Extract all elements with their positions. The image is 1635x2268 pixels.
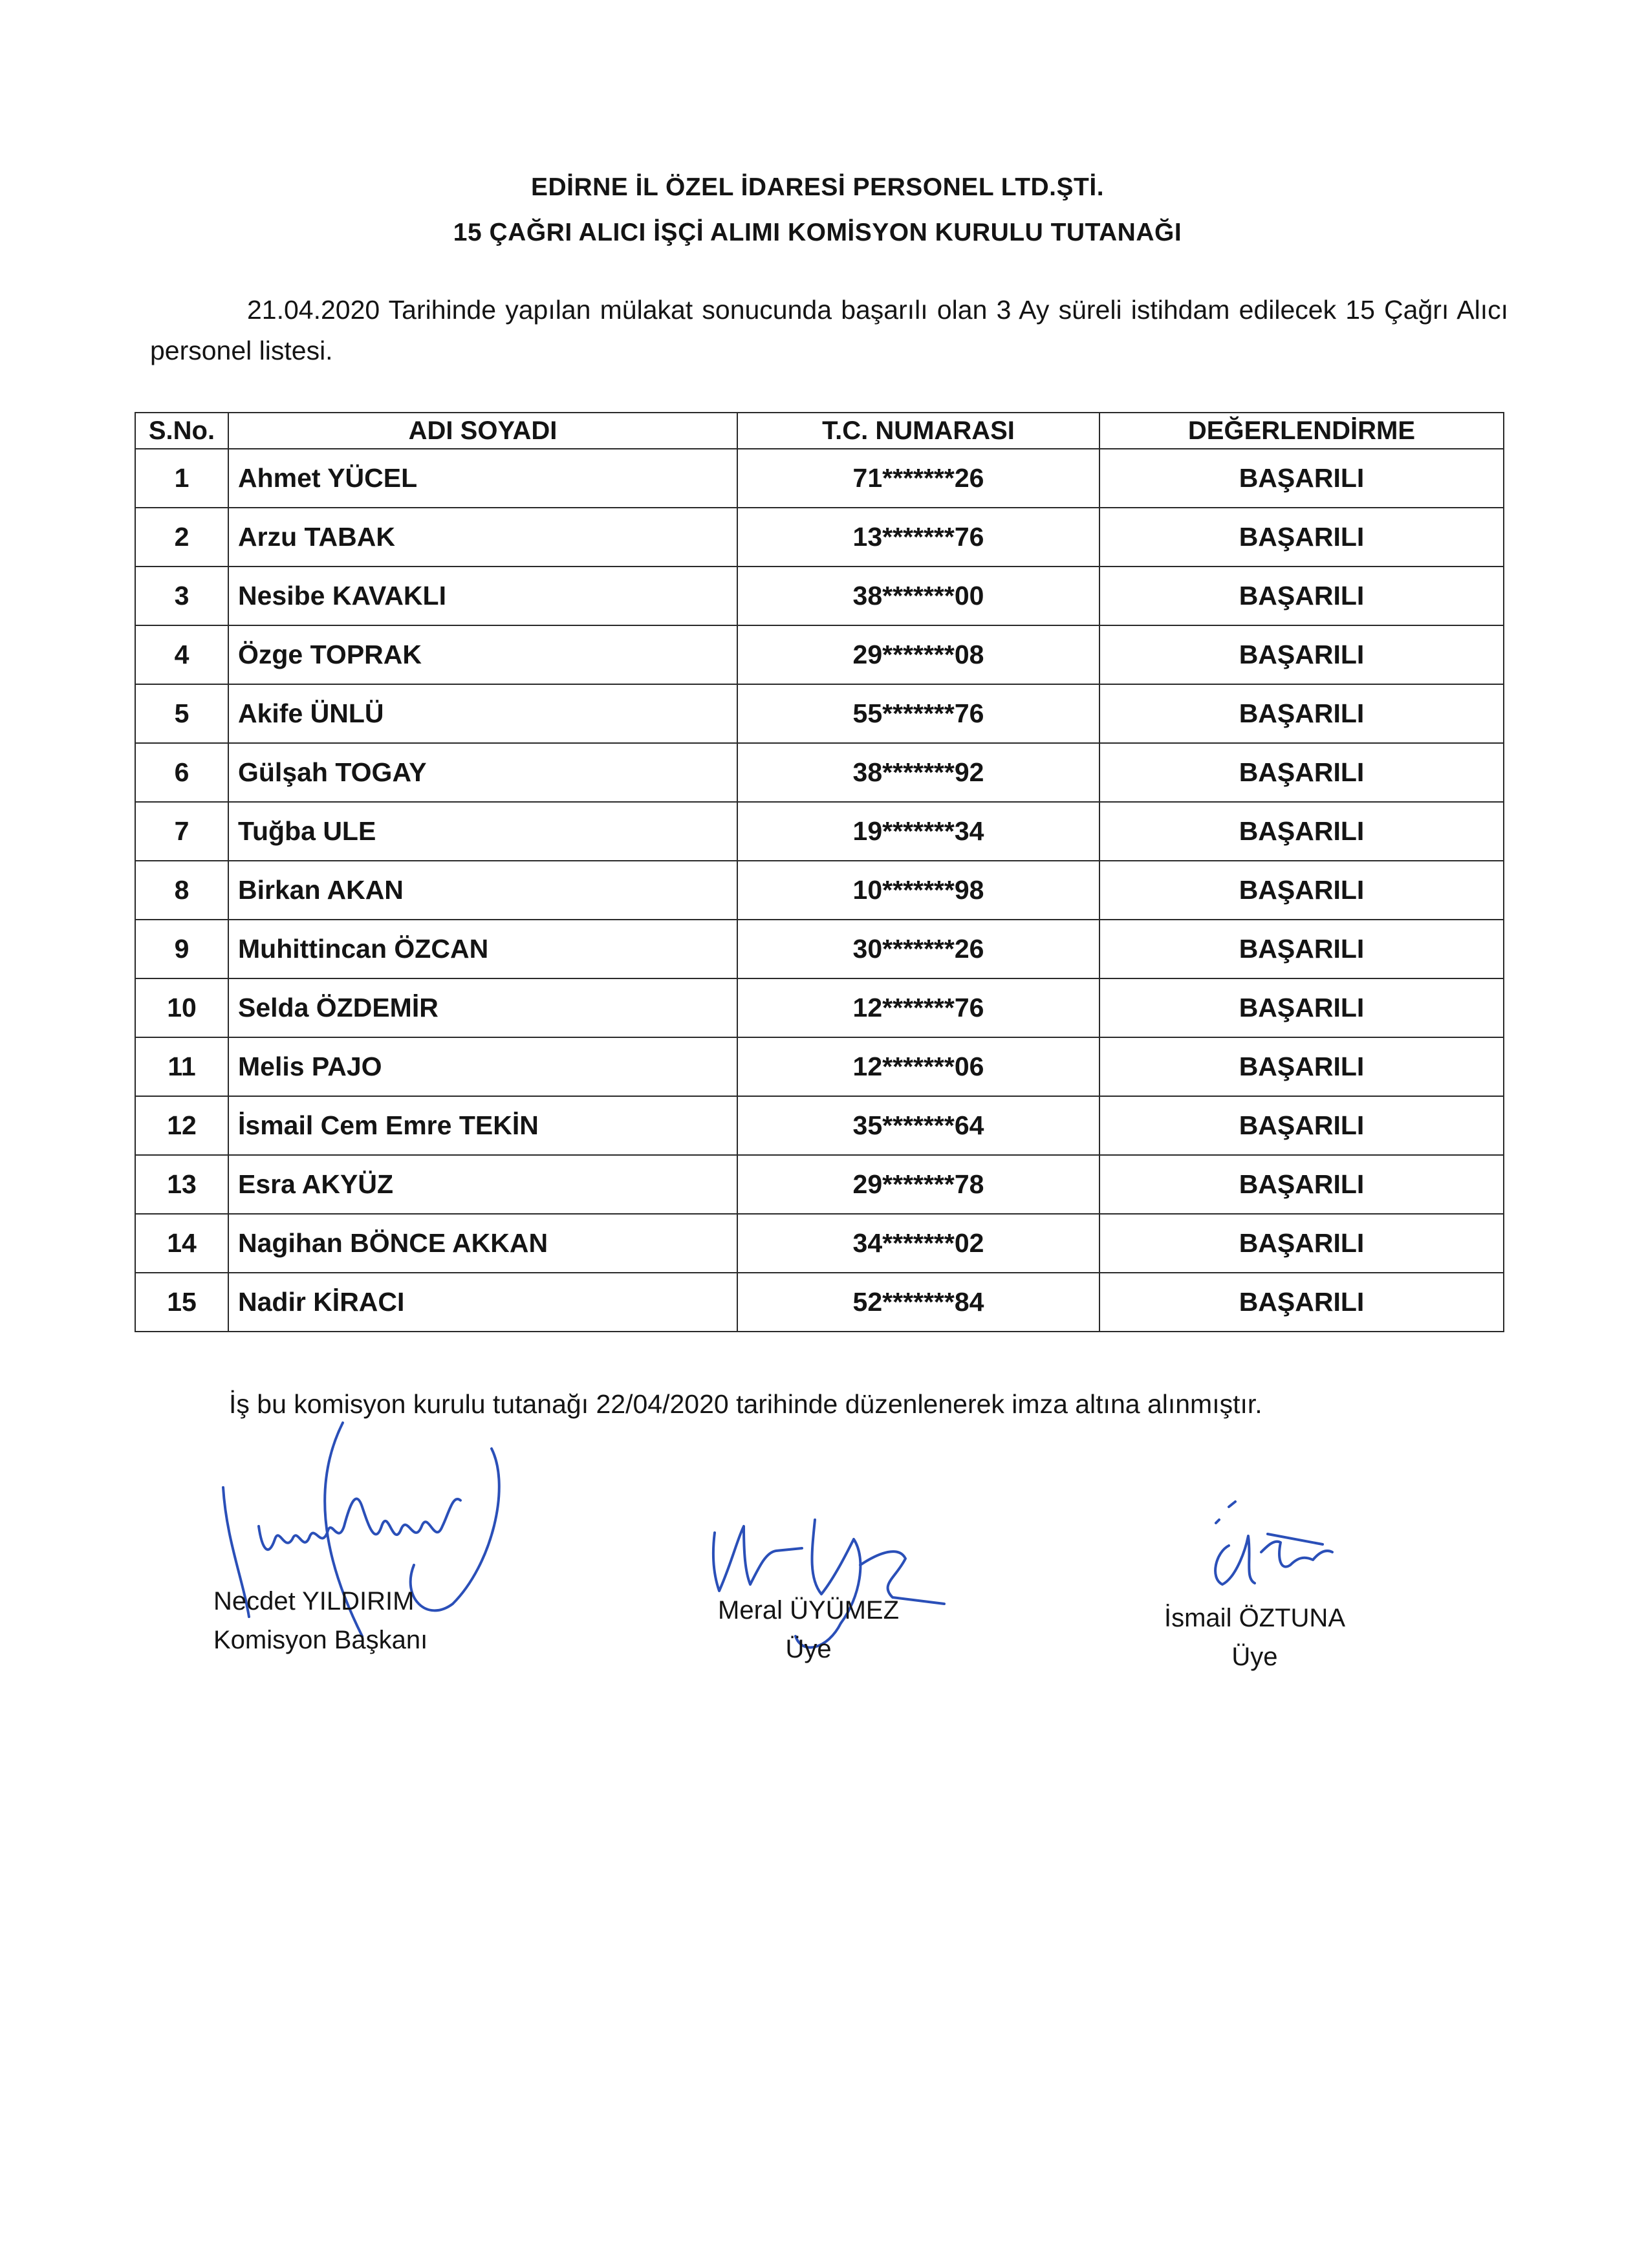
signatory-2-role: Üye <box>785 1635 832 1663</box>
row-number: 6 <box>135 743 228 802</box>
signature-ismail-oztuna <box>1215 1502 1332 1584</box>
row-number: 15 <box>135 1273 228 1332</box>
row-evaluation: BAŞARILI <box>1099 920 1504 978</box>
row-evaluation: BAŞARILI <box>1099 978 1504 1037</box>
table-row <box>135 861 1504 920</box>
row-number: 11 <box>135 1037 228 1096</box>
closing-statement: İş bu komisyon kurulu tutanağı 22/04/2020 tarihinde düzenlenerek imza altına alınmıştır. <box>229 1389 1262 1419</box>
signatory-2 <box>718 1591 899 1669</box>
personnel-table <box>135 412 1504 1332</box>
document-title-line2: 15 ÇAĞRI ALICI İŞÇİ ALIMI KOMİSYON KURULU TUTANAĞI <box>453 219 1182 246</box>
row-evaluation: BAŞARILI <box>1099 449 1504 508</box>
row-name: İsmail Cem Emre TEKİN <box>228 1096 737 1155</box>
table-row <box>135 743 1504 802</box>
row-evaluation: BAŞARILI <box>1099 861 1504 920</box>
row-tc-number: 10*******98 <box>737 861 1099 920</box>
row-name: Tuğba ULE <box>228 802 737 861</box>
row-tc-number: 30*******26 <box>737 920 1099 978</box>
row-tc-number: 38*******92 <box>737 743 1099 802</box>
document-title-line1: EDİRNE İL ÖZEL İDARESİ PERSONEL LTD.ŞTİ. <box>530 173 1105 201</box>
row-name: Nesibe KAVAKLI <box>228 567 737 625</box>
table-row <box>135 802 1504 861</box>
row-name: Nagihan BÖNCE AKKAN <box>228 1214 737 1273</box>
row-evaluation: BAŞARILI <box>1099 1273 1504 1332</box>
row-number: 12 <box>135 1096 228 1155</box>
row-number: 13 <box>135 1155 228 1214</box>
intro-text: 21.04.2020 Tarihinde yapılan mülakat sonucunda başarılı olan 3 Ay süreli istihdam edilecek 15 Çağrı Alıcı personel listesi. <box>150 295 1508 365</box>
row-name: Melis PAJO <box>228 1037 737 1096</box>
row-number: 7 <box>135 802 228 861</box>
row-name: Gülşah TOGAY <box>228 743 737 802</box>
table-row <box>135 508 1504 567</box>
table-row <box>135 1037 1504 1096</box>
row-name: Ahmet YÜCEL <box>228 449 737 508</box>
signatory-2-name: Meral ÜYÜMEZ <box>718 1596 900 1625</box>
row-tc-number: 19*******34 <box>737 802 1099 861</box>
row-evaluation: BAŞARILI <box>1099 1214 1504 1273</box>
col-header-evaluation: DEĞERLENDİRME <box>1099 413 1504 449</box>
row-evaluation: BAŞARILI <box>1099 1155 1504 1214</box>
row-evaluation: BAŞARILI <box>1099 625 1504 684</box>
signatory-1-name: Necdet YILDIRIM <box>213 1587 415 1615</box>
row-evaluation: BAŞARILI <box>1099 743 1504 802</box>
table-header-row <box>135 413 1504 449</box>
row-number: 10 <box>135 978 228 1037</box>
row-number: 8 <box>135 861 228 920</box>
signatory-1 <box>213 1582 428 1659</box>
col-header-name: ADI SOYADI <box>228 413 737 449</box>
row-evaluation: BAŞARILI <box>1099 508 1504 567</box>
col-header-tc: T.C. NUMARASI <box>737 413 1099 449</box>
row-name: Birkan AKAN <box>228 861 737 920</box>
row-number: 14 <box>135 1214 228 1273</box>
row-name: Arzu TABAK <box>228 508 737 567</box>
table-row <box>135 449 1504 508</box>
row-tc-number: 12*******76 <box>737 978 1099 1037</box>
signatory-3-name: İsmail ÖZTUNA <box>1164 1604 1345 1632</box>
table-row <box>135 1096 1504 1155</box>
table-row <box>135 1214 1504 1273</box>
row-evaluation: BAŞARILI <box>1099 1096 1504 1155</box>
signatory-3 <box>1164 1599 1345 1676</box>
row-name: Özge TOPRAK <box>228 625 737 684</box>
col-header-no: S.No. <box>135 413 228 449</box>
intro-paragraph <box>150 290 1508 371</box>
row-evaluation: BAŞARILI <box>1099 684 1504 743</box>
row-name: Selda ÖZDEMİR <box>228 978 737 1037</box>
table-row <box>135 1155 1504 1214</box>
row-number: 5 <box>135 684 228 743</box>
row-tc-number: 29*******08 <box>737 625 1099 684</box>
row-tc-number: 35*******64 <box>737 1096 1099 1155</box>
table-row <box>135 1273 1504 1332</box>
row-number: 2 <box>135 508 228 567</box>
row-tc-number: 29*******78 <box>737 1155 1099 1214</box>
signatory-3-role: Üye <box>1231 1643 1278 1671</box>
row-name: Esra AKYÜZ <box>228 1155 737 1214</box>
table-row <box>135 920 1504 978</box>
table-row <box>135 978 1504 1037</box>
row-tc-number: 52*******84 <box>737 1273 1099 1332</box>
signatory-1-role: Komisyon Başkanı <box>213 1626 428 1654</box>
row-number: 3 <box>135 567 228 625</box>
row-name: Nadir KİRACI <box>228 1273 737 1332</box>
row-tc-number: 71*******26 <box>737 449 1099 508</box>
row-evaluation: BAŞARILI <box>1099 1037 1504 1096</box>
table-row <box>135 625 1504 684</box>
row-number: 9 <box>135 920 228 978</box>
row-name: Muhittincan ÖZCAN <box>228 920 737 978</box>
row-tc-number: 12*******06 <box>737 1037 1099 1096</box>
row-number: 4 <box>135 625 228 684</box>
row-name: Akife ÜNLÜ <box>228 684 737 743</box>
row-tc-number: 34*******02 <box>737 1214 1099 1273</box>
row-evaluation: BAŞARILI <box>1099 567 1504 625</box>
row-tc-number: 13*******76 <box>737 508 1099 567</box>
row-tc-number: 38*******00 <box>737 567 1099 625</box>
row-number: 1 <box>135 449 228 508</box>
row-evaluation: BAŞARILI <box>1099 802 1504 861</box>
table-row <box>135 567 1504 625</box>
row-tc-number: 55*******76 <box>737 684 1099 743</box>
table-row <box>135 684 1504 743</box>
